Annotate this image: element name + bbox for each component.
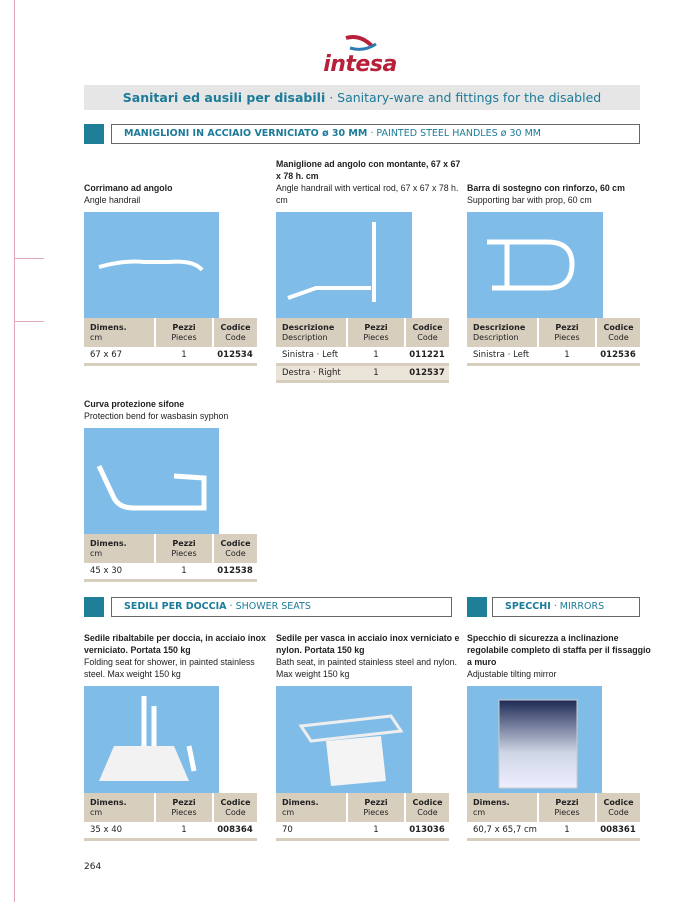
- column-header: [596, 318, 640, 347]
- column-header-en: Code: [417, 332, 438, 342]
- column-header: [84, 793, 155, 822]
- column-header: [155, 318, 213, 347]
- column-header-en: Description: [473, 332, 519, 342]
- product-title-it: Curva protezione sifone: [84, 399, 185, 409]
- logo-swoosh-icon: [320, 34, 400, 52]
- table-cell: 1: [347, 822, 405, 839]
- section-shower-seats: SEDILI PER DOCCIA · SHOWER SEATS: [111, 597, 452, 617]
- brand-logo: intesa: [320, 34, 400, 77]
- section-title-it: MANIGLIONI IN ACCIAIO VERNICIATO ø 30 MM: [124, 128, 368, 139]
- product-illustration-icon: [84, 686, 219, 793]
- product-title: [276, 158, 462, 206]
- column-header-en: Code: [417, 807, 438, 817]
- column-header: [467, 793, 538, 822]
- table-row: [84, 347, 257, 364]
- section-title-en: PAINTED STEEL HANDLES ø 30 MM: [376, 128, 541, 139]
- table-header-row: [467, 793, 640, 822]
- column-header-en: Pieces: [171, 807, 197, 817]
- column-header-en: Pieces: [171, 548, 197, 558]
- table-header-row: [84, 534, 257, 563]
- column-header-it: Dimens.: [90, 797, 127, 807]
- product-table: [84, 534, 257, 582]
- product-illustration-icon: [84, 428, 219, 534]
- column-header-en: Pieces: [363, 807, 389, 817]
- column-header: [405, 793, 449, 822]
- column-header-it: Pezzi: [172, 322, 196, 332]
- table-row: [467, 822, 640, 839]
- table-cell: 67 x 67: [84, 347, 155, 364]
- column-header-en: Code: [225, 332, 246, 342]
- product-table: [467, 793, 640, 841]
- column-header: [405, 318, 449, 347]
- column-header: [155, 534, 213, 563]
- product-title-en: Protection bend for wasbasin syphon: [84, 411, 229, 421]
- column-header-it: Codice: [412, 322, 443, 332]
- table-cell: 012537: [405, 364, 449, 381]
- column-header-en: Code: [225, 548, 246, 558]
- section-mirrors: SPECCHI · MIRRORS: [492, 597, 640, 617]
- product-title-it: Specchio di sicurezza a inclinazione regolabile completo di staffa per il fissaggio a muro: [467, 633, 651, 667]
- column-header-it: Dimens.: [90, 538, 127, 548]
- column-header: [347, 318, 405, 347]
- table-cell: 1: [155, 563, 213, 580]
- header-title-it: Sanitari ed ausili per disabili: [122, 90, 326, 105]
- column-header-it: Pezzi: [172, 797, 196, 807]
- product-table: [276, 318, 449, 383]
- column-header: [467, 318, 538, 347]
- product-image: [84, 686, 219, 793]
- section-marker: [84, 597, 104, 617]
- table-cell: Sinistra · Left: [467, 347, 538, 364]
- column-header-it: Codice: [412, 797, 443, 807]
- product-title-it: Barra di sostegno con rinforzo, 60 cm: [467, 183, 625, 193]
- column-header-it: Pezzi: [555, 797, 579, 807]
- header-separator: ·: [325, 90, 338, 105]
- section-marker: [84, 124, 104, 144]
- section-marker: [467, 597, 487, 617]
- column-header-en: cm: [282, 807, 295, 817]
- column-header: [84, 318, 155, 347]
- column-header-en: cm: [90, 548, 103, 558]
- column-header: [155, 793, 213, 822]
- column-header: [276, 793, 347, 822]
- column-header-it: Descrizione: [282, 322, 335, 332]
- margin-bracket: [14, 258, 44, 322]
- page-header-band: [84, 85, 640, 110]
- column-header-it: Pezzi: [172, 538, 196, 548]
- table-header-row: [467, 318, 640, 347]
- product-title-en: Adjustable tilting mirror: [467, 669, 557, 679]
- table-cell: 1: [538, 347, 596, 364]
- product-illustration-icon: [467, 686, 602, 793]
- table-cell: 1: [538, 822, 596, 839]
- column-header: [213, 793, 257, 822]
- table-cell: 1: [155, 347, 213, 364]
- table-cell: 1: [347, 364, 405, 381]
- table-row: [276, 364, 449, 381]
- product-title: [84, 398, 270, 422]
- table-header-row: [84, 318, 257, 347]
- section-title-it: SEDILI PER DOCCIA: [124, 601, 227, 612]
- product-title: [467, 182, 653, 206]
- product-illustration-icon: [276, 686, 412, 793]
- product-table: [84, 793, 257, 841]
- table-cell: 011221: [405, 347, 449, 364]
- column-header-en: Pieces: [363, 332, 389, 342]
- column-header: [538, 793, 596, 822]
- product-title-en: Supporting bar with prop, 60 cm: [467, 195, 592, 205]
- product-title-it: Sedile ribaltabile per doccia, in acciaio inox verniciato. Portata 150 kg: [84, 633, 266, 655]
- header-title-en: Sanitary-ware and fittings for the disabled: [337, 90, 602, 105]
- column-header-en: cm: [473, 807, 486, 817]
- table-cell: 1: [347, 347, 405, 364]
- product-title: [276, 632, 462, 680]
- column-header-it: Descrizione: [473, 322, 526, 332]
- section-title-en: SHOWER SEATS: [235, 601, 311, 612]
- column-header-en: Pieces: [171, 332, 197, 342]
- table-cell: 012536: [596, 347, 640, 364]
- column-header: [347, 793, 405, 822]
- margin-line: [14, 0, 15, 902]
- column-header-it: Dimens.: [282, 797, 319, 807]
- page-number: 264: [84, 862, 102, 872]
- table-cell: Sinistra · Left: [276, 347, 347, 364]
- product-table: [276, 793, 449, 841]
- column-header-it: Pezzi: [555, 322, 579, 332]
- product-title: [84, 182, 270, 206]
- product-image: [467, 686, 602, 793]
- product-image: [84, 212, 219, 318]
- column-header-it: Codice: [603, 797, 634, 807]
- table-cell: Destra · Right: [276, 364, 347, 381]
- column-header-it: Codice: [220, 797, 251, 807]
- column-header-it: Pezzi: [364, 322, 388, 332]
- product-title-en: Folding seat for shower, in painted stainless steel. Max weight 150 kg: [84, 657, 255, 679]
- table-row: [84, 563, 257, 580]
- table-row: [84, 822, 257, 839]
- table-header-row: [276, 793, 449, 822]
- column-header-en: Code: [608, 807, 629, 817]
- table-cell: 60,7 x 65,7 cm: [467, 822, 538, 839]
- table-row: [276, 822, 449, 839]
- product-illustration-icon: [467, 212, 603, 318]
- column-header: [596, 793, 640, 822]
- product-image: [276, 686, 412, 793]
- table-row: [467, 347, 640, 364]
- section-title-en: MIRRORS: [559, 601, 605, 612]
- table-row: [276, 347, 449, 364]
- product-title-en: Angle handrail: [84, 195, 141, 205]
- column-header-it: Dimens.: [473, 797, 510, 807]
- column-header-it: Pezzi: [364, 797, 388, 807]
- section-handles: MANIGLIONI IN ACCIAIO VERNICIATO ø 30 MM · PAINTED STEEL HANDLES ø 30 MM: [111, 124, 640, 144]
- product-title: [84, 632, 270, 680]
- column-header: [213, 318, 257, 347]
- table-cell: 012534: [213, 347, 257, 364]
- column-header-it: Codice: [220, 322, 251, 332]
- column-header-en: cm: [90, 807, 103, 817]
- product-image: [84, 428, 219, 534]
- table-cell: 35 x 40: [84, 822, 155, 839]
- column-header-en: Pieces: [554, 332, 580, 342]
- product-table: [467, 318, 640, 366]
- table-cell: 008364: [213, 822, 257, 839]
- product-table: [84, 318, 257, 366]
- table-cell: 70: [276, 822, 347, 839]
- product-illustration-icon: [84, 212, 219, 318]
- table-cell: 45 x 30: [84, 563, 155, 580]
- column-header-it: Codice: [603, 322, 634, 332]
- column-header: [538, 318, 596, 347]
- column-header-en: Description: [282, 332, 328, 342]
- table-cell: 013036: [405, 822, 449, 839]
- table-cell: 008361: [596, 822, 640, 839]
- column-header-en: Pieces: [554, 807, 580, 817]
- column-header-en: cm: [90, 332, 103, 342]
- product-illustration-icon: [276, 212, 412, 318]
- column-header: [84, 534, 155, 563]
- product-title-en: Angle handrail with vertical rod, 67 x 67 x 78 h. cm: [276, 183, 459, 205]
- product-image: [467, 212, 603, 318]
- product-image: [276, 212, 412, 318]
- table-header-row: [84, 793, 257, 822]
- column-header-it: Codice: [220, 538, 251, 548]
- table-cell: 1: [155, 822, 213, 839]
- product-title: [467, 632, 653, 680]
- table-cell: 012538: [213, 563, 257, 580]
- product-title-it: Sedile per vasca in acciaio inox verniciato e nylon. Portata 150 kg: [276, 633, 460, 655]
- column-header-en: Code: [225, 807, 246, 817]
- column-header: [276, 318, 347, 347]
- product-title-it: Corrimano ad angolo: [84, 183, 173, 193]
- product-title-en: Bath seat, in painted stainless steel and nylon. Max weight 150 kg: [276, 657, 457, 679]
- column-header: [213, 534, 257, 563]
- column-header-en: Code: [608, 332, 629, 342]
- product-title-it: Maniglione ad angolo con montante, 67 x 67 x 78 h. cm: [276, 159, 461, 181]
- column-header-it: Dimens.: [90, 322, 127, 332]
- section-title-it: SPECCHI: [505, 601, 551, 612]
- table-header-row: [276, 318, 449, 347]
